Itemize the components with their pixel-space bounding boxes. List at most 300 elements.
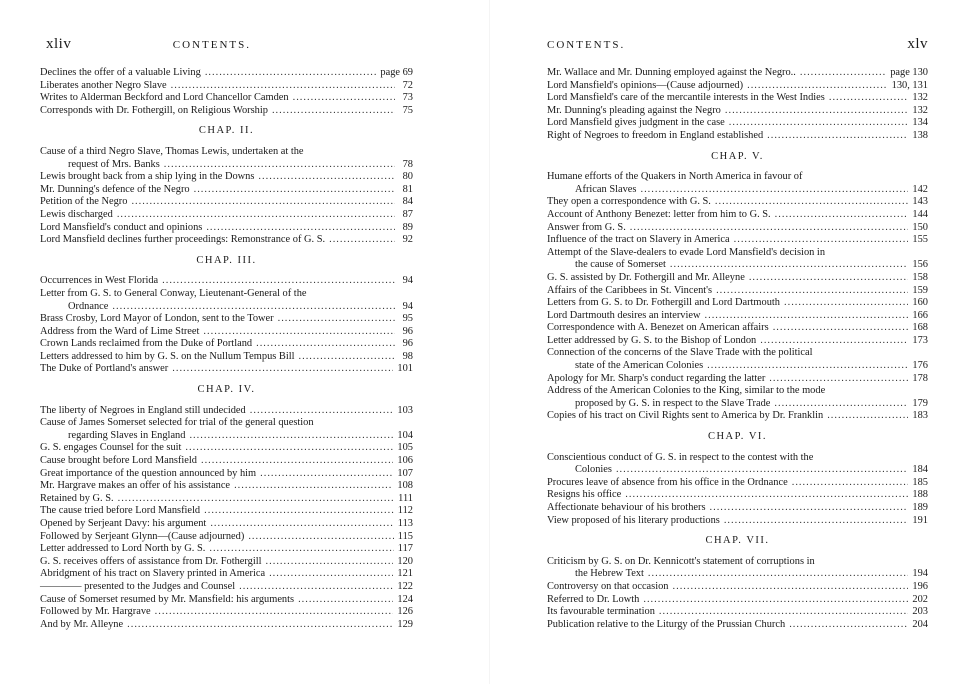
dot-leader — [775, 209, 909, 222]
entry-page: 179 — [912, 397, 928, 409]
dot-leader — [256, 338, 395, 351]
entry-page: 113 — [397, 518, 413, 529]
entry-title: Mr. Wallace and Mr. Dunning employed against the Negro.. — [547, 67, 796, 78]
dot-leader — [201, 455, 393, 468]
contents-list — [40, 67, 413, 631]
toc-entry — [40, 531, 413, 544]
toc-entry — [547, 272, 928, 285]
entry-page: 168 — [912, 322, 928, 334]
entry-title: Cause of a third Negro Slave, Thomas Lewis, undertaken at the — [40, 145, 304, 157]
toc-entry — [547, 477, 928, 490]
toc-entry — [547, 556, 928, 569]
entry-page: 117 — [397, 543, 413, 555]
entry-page: 184 — [912, 464, 928, 476]
entry-title: The cause tried before Lord Mansfield — [40, 505, 201, 517]
dot-leader — [260, 468, 393, 481]
entry-title: G. S. engages Counsel for the suit — [40, 442, 182, 454]
entry-page: 106 — [397, 455, 413, 467]
entry-title: Copies of his tract on Civil Rights sent to America by Dr. Franklin — [547, 410, 824, 422]
entry-title: Cause of Somerset resumed by Mr. Mansfield: his arguments — [40, 593, 295, 605]
chapter-heading: CHAP. V. — [711, 150, 764, 162]
entry-title: Letters addressed to him by G. S. on the Nullum Tempus Bill — [40, 350, 295, 362]
entry-title: Crown Lands reclaimed from the Duke of Portland — [40, 338, 253, 350]
toc-entry — [547, 105, 928, 118]
dot-leader — [250, 405, 394, 418]
dot-leader — [234, 480, 393, 493]
page-number: xliv — [46, 36, 72, 52]
entry-title: ———— presented to the Judges and Counsel — [40, 580, 236, 592]
entry-page: 101 — [397, 363, 413, 375]
dot-leader — [630, 222, 909, 235]
entry-title: Letter addressed to Lord North by G. S. — [40, 543, 206, 555]
entry-title: Declines the offer of a valuable Living — [40, 67, 201, 78]
entry-title: Petition of the Negro — [40, 196, 128, 208]
toc-entry — [547, 285, 928, 298]
dot-leader — [715, 196, 909, 209]
toc-entry — [40, 92, 413, 105]
toc-entry — [547, 568, 928, 581]
toc-entry — [40, 505, 413, 518]
toc-entry — [40, 594, 413, 607]
entry-page: 134 — [912, 117, 928, 129]
entry-title: Affectionate behaviour of his brothers — [547, 502, 706, 513]
dot-leader — [127, 619, 393, 632]
entry-title: proposed by G. S. in respect to the Slave Trade — [575, 397, 771, 409]
dot-leader — [625, 489, 908, 502]
toc-entry — [40, 275, 413, 288]
chapter-heading: CHAP. VII. — [705, 535, 770, 547]
page-number: xlv — [907, 36, 928, 52]
dot-leader — [185, 442, 393, 455]
dot-leader — [792, 477, 909, 490]
entry-page: 94 — [402, 300, 413, 312]
toc-entry — [547, 209, 928, 222]
entry-page: 142 — [912, 183, 928, 195]
entry-title: Followed by Mr. Hargrave — [40, 606, 151, 618]
dot-leader — [716, 285, 908, 298]
entry-title: the Hebrew Text — [575, 568, 644, 580]
toc-entry — [547, 385, 928, 398]
toc-entry — [547, 234, 928, 247]
toc-entry — [547, 80, 928, 93]
entry-page: 81 — [402, 183, 413, 195]
toc-entry — [40, 326, 413, 339]
dot-leader — [724, 515, 909, 528]
entry-title: G. S. assisted by Dr. Fothergill and Mr. Alleyne — [547, 271, 745, 283]
entry-title: Resigns his office — [547, 489, 622, 501]
toc-entry — [40, 430, 413, 443]
toc-entry — [40, 606, 413, 619]
entry-title: Mr. Dunning's defence of the Negro — [40, 183, 190, 195]
entry-title: Procures leave of absence from his office in the Ordnance — [547, 476, 788, 488]
dot-leader — [643, 594, 908, 607]
entry-page: 144 — [912, 208, 928, 220]
entry-title: Address of the American Colonies to the King, similar to the mode — [547, 385, 826, 397]
entry-page: 158 — [912, 271, 928, 283]
running-title: CONTENTS. — [172, 39, 251, 51]
dot-leader — [673, 581, 909, 594]
entry-title: request of Mrs. Banks — [68, 158, 160, 170]
toc-entry — [40, 455, 413, 468]
entry-title: Answer from G. S. — [547, 221, 626, 233]
entry-title: Account of Anthony Benezet: letter from him to G. S. — [547, 208, 771, 220]
dot-leader — [827, 410, 908, 423]
entry-title: Lord Mansfield's conduct and opinions — [40, 221, 203, 233]
toc-entry — [547, 117, 928, 130]
dot-leader — [189, 430, 393, 443]
entry-title: Address from the Ward of Lime Street — [40, 325, 200, 337]
entry-page: 112 — [397, 505, 413, 517]
entry-page: 75 — [402, 104, 413, 116]
toc-entry — [40, 222, 413, 235]
entry-title: Referred to Dr. Lowth — [547, 593, 640, 605]
entry-page: 160 — [912, 297, 928, 309]
entry-page: 73 — [402, 92, 413, 104]
toc-entry — [547, 130, 928, 143]
toc-entry — [40, 619, 413, 632]
entry-page: 194 — [912, 568, 928, 580]
toc-entry — [40, 209, 413, 222]
dot-leader — [769, 373, 908, 386]
toc-entry — [547, 581, 928, 594]
entry-title: state of the American Colonies — [575, 360, 704, 372]
entry-page: 103 — [397, 404, 413, 416]
toc-entry — [547, 171, 928, 184]
entry-page: 202 — [912, 593, 928, 605]
chapter-heading: CHAP. VI. — [707, 431, 768, 443]
toc-entry — [40, 351, 413, 364]
entry-title: Attempt of the Slave-dealers to evade Lord Mansfield's decision in — [547, 246, 826, 258]
dot-leader — [248, 531, 393, 544]
dot-leader — [203, 326, 395, 339]
entry-title: Influence of the tract on Slavery in America — [547, 234, 730, 246]
toc-entry — [547, 515, 928, 528]
entry-page: 96 — [402, 338, 413, 350]
entry-page: 191 — [912, 514, 928, 526]
entry-title: Publication relative to the Liturgy of the Prussian Church — [547, 618, 786, 630]
toc-entry — [547, 452, 928, 465]
toc-entry — [547, 67, 928, 80]
entry-page: 108 — [397, 480, 413, 492]
entry-title: Apology for Mr. Sharp's conduct regarding the latter — [547, 372, 766, 384]
entry-title: Occurrences in West Florida — [40, 275, 159, 287]
toc-entry — [40, 288, 413, 301]
entry-page: 72 — [402, 79, 413, 91]
entry-page: 111 — [398, 492, 413, 504]
dot-leader — [747, 80, 888, 93]
toc-entry — [40, 363, 413, 376]
entry-title: Letter addressed by G. S. to the Bishop of London — [547, 334, 757, 346]
entry-page: 203 — [912, 606, 928, 618]
dot-leader — [784, 297, 908, 310]
right-page-header — [547, 36, 928, 53]
toc-entry — [547, 502, 928, 515]
toc-entry — [547, 398, 928, 411]
entry-page: page 130 — [890, 67, 928, 78]
dot-leader — [616, 464, 908, 477]
entry-title: Great importance of the question announced by him — [40, 467, 257, 479]
entry-title: G. S. receives offers of assistance from Dr. Fothergill — [40, 555, 262, 567]
entry-page: 143 — [912, 196, 928, 208]
entry-title: Conscientious conduct of G. S. in respect to the contest with the — [547, 451, 814, 463]
entry-title: Mr. Hargrave makes an offer of his assistance — [40, 480, 231, 492]
entry-page: 78 — [402, 158, 413, 170]
entry-page: 196 — [912, 580, 928, 592]
entry-page: 204 — [912, 618, 928, 630]
entry-page: 156 — [912, 259, 928, 271]
entry-title: Lord Mansfield's opinions—(Cause adjourned) — [547, 79, 744, 91]
entry-page: 183 — [912, 410, 928, 422]
dot-leader — [209, 543, 393, 556]
entry-title: Cause brought before Lord Mansfield — [40, 455, 197, 467]
entry-title: Connection of the concerns of the Slave Trade with the political — [547, 347, 813, 359]
dot-leader — [118, 493, 395, 506]
entry-page: 89 — [402, 221, 413, 233]
dot-leader — [278, 313, 395, 326]
entry-title: Brass Crosby, Lord Mayor of London, sent to the Tower — [40, 313, 274, 325]
entry-page: 122 — [397, 580, 413, 592]
dot-leader — [204, 505, 394, 518]
entry-title: Corresponds with Dr. Fothergill, on Religious Worship — [40, 104, 268, 116]
entry-title: the cause of Somerset — [575, 259, 666, 271]
entry-page: 129 — [397, 618, 413, 630]
toc-entry — [547, 184, 928, 197]
dot-leader — [329, 234, 395, 247]
toc-entry — [40, 159, 413, 172]
toc-entry — [40, 480, 413, 493]
dot-leader — [206, 222, 395, 235]
entry-title: Followed by Serjeant Glynn—(Cause adjourned) — [40, 530, 245, 542]
dot-leader — [749, 272, 909, 285]
dot-leader — [774, 398, 908, 411]
entry-page: 121 — [397, 568, 413, 580]
toc-entry — [40, 568, 413, 581]
entry-page: 92 — [402, 234, 413, 246]
entry-page: 173 — [912, 334, 928, 346]
entry-title: Cause of James Somerset selected for trial of the general question — [40, 417, 314, 429]
entry-page: 155 — [912, 234, 928, 246]
dot-leader — [725, 105, 909, 118]
toc-entry — [547, 310, 928, 323]
right-page — [490, 0, 980, 684]
toc-entry — [40, 581, 413, 594]
dot-leader — [670, 259, 909, 272]
toc-entry — [547, 489, 928, 502]
toc-entry — [547, 619, 928, 632]
entry-page: 87 — [402, 208, 413, 220]
toc-entry — [40, 405, 413, 418]
entry-page: 130, 131 — [891, 79, 928, 91]
toc-entry — [547, 247, 928, 260]
entry-title: Its favourable termination — [547, 606, 655, 618]
toc-entry — [40, 313, 413, 326]
toc-entry — [547, 606, 928, 619]
entry-title: Retained by G. S. — [40, 492, 114, 504]
entry-title: Controversy on that occasion — [547, 580, 669, 592]
entry-page: 132 — [912, 92, 928, 104]
dot-leader — [266, 556, 394, 569]
entry-title: Criticism by G. S. on Dr. Kennicott's statement of corruptions in — [547, 555, 815, 567]
entry-title: Lewis discharged — [40, 208, 113, 220]
chapter-heading: CHAP. II. — [198, 125, 255, 137]
toc-entry — [40, 468, 413, 481]
contents-list — [547, 67, 928, 631]
entry-title: Writes to Alderman Beckford and Lord Chancellor Camden — [40, 92, 289, 104]
entry-title: regarding Slaves in England — [68, 429, 186, 441]
entry-title: Colonies — [575, 464, 612, 476]
toc-entry — [547, 335, 928, 348]
toc-entry — [40, 543, 413, 556]
dot-leader — [155, 606, 394, 619]
dot-leader — [171, 80, 395, 93]
dot-leader — [707, 360, 908, 373]
entry-title: African Slaves — [575, 183, 637, 195]
entry-title: And by Mr. Alleyne — [40, 618, 124, 630]
dot-leader — [729, 117, 909, 130]
toc-entry — [40, 146, 413, 159]
dot-leader — [648, 568, 909, 581]
dot-leader — [239, 581, 393, 594]
dot-leader — [112, 301, 395, 314]
toc-entry — [40, 196, 413, 209]
toc-entry — [547, 297, 928, 310]
entry-title: Humane efforts of the Quakers in North America in favour of — [547, 171, 803, 183]
toc-entry — [547, 464, 928, 477]
dot-leader — [194, 184, 395, 197]
dot-leader — [131, 196, 395, 209]
toc-entry — [40, 493, 413, 506]
entry-page: 107 — [397, 467, 413, 479]
entry-page: 132 — [912, 104, 928, 116]
dot-leader — [640, 184, 908, 197]
entry-page: 84 — [402, 196, 413, 208]
toc-entry — [40, 556, 413, 569]
running-title: CONTENTS. — [547, 39, 626, 51]
entry-page: page 69 — [380, 67, 413, 78]
entry-title: Lord Mansfield declines further proceedings: Remonstrance of G. S. — [40, 234, 326, 246]
dot-leader — [210, 518, 393, 531]
toc-entry — [547, 360, 928, 373]
entry-page: 96 — [402, 325, 413, 337]
entry-title: Liberates another Negro Slave — [40, 79, 167, 91]
dot-leader — [205, 67, 377, 80]
entry-title: Correspondence with A. Benezet on American affairs — [547, 322, 769, 334]
entry-page: 98 — [402, 350, 413, 362]
toc-entry — [547, 322, 928, 335]
left-page-header — [40, 36, 413, 53]
toc-entry — [40, 171, 413, 184]
toc-entry — [547, 410, 928, 423]
toc-entry — [40, 105, 413, 118]
toc-entry — [40, 184, 413, 197]
entry-page: 94 — [402, 275, 413, 287]
entry-title: Right of Negroes to freedom in England established — [547, 129, 764, 141]
toc-entry — [547, 92, 928, 105]
toc-entry — [40, 518, 413, 531]
toc-entry — [40, 417, 413, 430]
dot-leader — [299, 351, 396, 364]
toc-entry — [547, 222, 928, 235]
entry-page: 126 — [397, 606, 413, 618]
toc-entry — [547, 347, 928, 360]
dot-leader — [760, 335, 908, 348]
entry-page: 80 — [402, 171, 413, 183]
entry-page: 115 — [397, 530, 413, 542]
entry-title: Affairs of the Caribbees in St. Vincent's — [547, 284, 713, 296]
entry-title: Lord Mansfield gives judgment in the case — [547, 117, 725, 129]
toc-entry — [40, 442, 413, 455]
entry-page: 138 — [912, 129, 928, 141]
dot-leader — [705, 310, 909, 323]
toc-entry — [40, 80, 413, 93]
dot-leader — [164, 159, 395, 172]
entry-page: 188 — [912, 489, 928, 501]
entry-page: 178 — [912, 372, 928, 384]
dot-leader — [734, 234, 909, 247]
entry-page: 105 — [397, 442, 413, 454]
dot-leader — [162, 275, 395, 288]
toc-entry — [547, 594, 928, 607]
dot-leader — [258, 171, 395, 184]
entry-title: Ordnance — [68, 300, 109, 312]
entry-page: 176 — [912, 360, 928, 372]
entry-title: Lord Mansfield's care of the mercantile interests in the West Indies — [547, 92, 825, 104]
chapter-heading: CHAP. IV. — [197, 384, 256, 396]
toc-entry — [40, 338, 413, 351]
dot-leader — [659, 606, 908, 619]
entry-page: 166 — [912, 309, 928, 321]
chapter-heading: CHAP. III. — [196, 254, 257, 266]
dot-leader — [269, 568, 393, 581]
dot-leader — [829, 92, 909, 105]
dot-leader — [800, 67, 886, 80]
dot-leader — [117, 209, 395, 222]
entry-title: Opened by Serjeant Davy: his argument — [40, 518, 207, 529]
entry-page: 95 — [402, 313, 413, 325]
entry-title: Abridgment of his tract on Slavery printed in America — [40, 568, 266, 580]
entry-title: Lord Dartmouth desires an interview — [547, 309, 701, 321]
entry-title: They open a correspondence with G. S. — [547, 196, 711, 208]
entry-title: Letters from G. S. to Dr. Fothergill and Lord Dartmouth — [547, 297, 780, 309]
entry-page: 124 — [397, 593, 413, 605]
entry-title: Lewis brought back from a ship lying in the Downs — [40, 171, 255, 183]
entry-title: Mr. Dunning's pleading against the Negro — [547, 104, 721, 116]
dot-leader — [710, 502, 909, 515]
entry-page: 150 — [912, 221, 928, 233]
entry-page: 120 — [397, 555, 413, 567]
toc-entry — [40, 67, 413, 80]
entry-page: 159 — [912, 284, 928, 296]
dot-leader — [293, 92, 395, 105]
toc-entry — [547, 196, 928, 209]
dot-leader — [298, 594, 393, 607]
toc-entry — [547, 373, 928, 386]
entry-page: 185 — [912, 476, 928, 488]
entry-page: 189 — [912, 502, 928, 513]
entry-title: The liberty of Negroes in England still undecided — [40, 404, 246, 416]
dot-leader — [272, 105, 395, 118]
entry-page: 104 — [397, 429, 413, 441]
toc-entry — [40, 301, 413, 314]
toc-entry — [547, 259, 928, 272]
entry-title: View proposed of his literary productions — [547, 514, 720, 526]
toc-entry — [40, 234, 413, 247]
entry-title: Letter from G. S. to General Conway, Lieutenant-General of the — [40, 287, 307, 299]
entry-title: The Duke of Portland's answer — [40, 363, 169, 375]
dot-leader — [172, 363, 393, 376]
dot-leader — [773, 322, 909, 335]
dot-leader — [789, 619, 908, 632]
